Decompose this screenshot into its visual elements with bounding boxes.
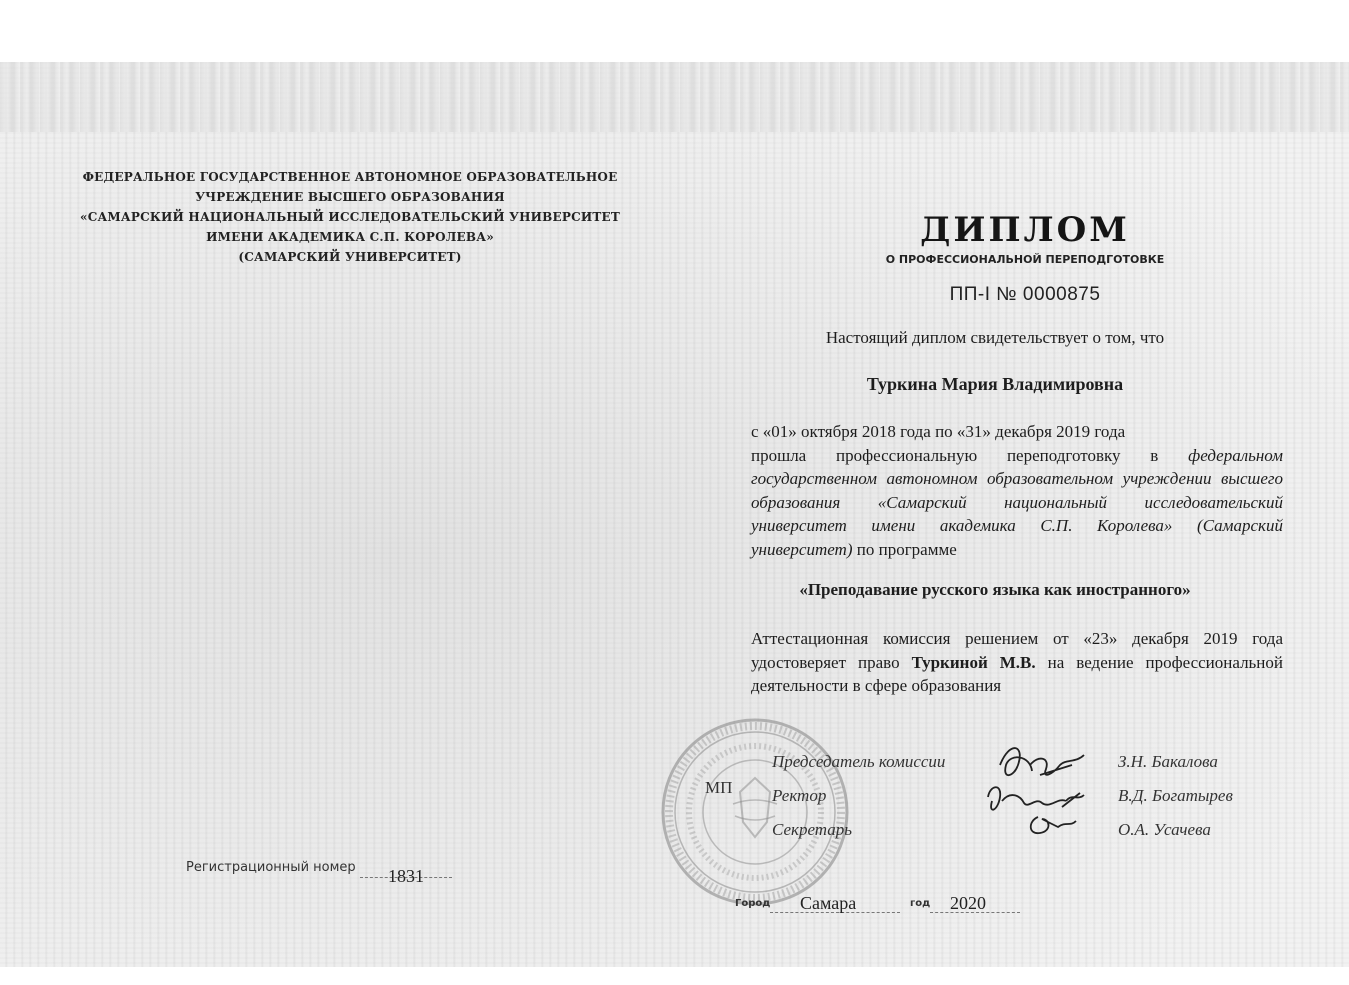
header-line: «САМАРСКИЙ НАЦИОНАЛЬНЫЙ ИССЛЕДОВАТЕЛЬСКИЙ УНИВЕРСИТЕТ (80, 210, 620, 224)
stamp-place-label: МП (705, 778, 733, 797)
name-rector: В.Д. Богатырев (1118, 786, 1233, 805)
program-title: «Преподавание русского языка как иностранного» (799, 580, 1191, 599)
header-line: (САМАРСКИЙ УНИВЕРСИТЕТ) (238, 250, 462, 264)
study-description (751, 420, 1283, 561)
role-secretary: Секретарь (772, 820, 852, 839)
attest-name: Туркиной М.В. (911, 652, 1036, 672)
signatory-names (1118, 745, 1233, 847)
attest-suffix: на ведение профессиональной деятельности в сфере образования (751, 652, 1284, 695)
name-secretary: О.А. Усачева (1118, 820, 1211, 839)
role-rector: Ректор (772, 786, 827, 805)
header-line: ИМЕНИ АКАДЕМИКА С.П. КОРОЛЕВА» (206, 230, 494, 244)
university-header (40, 167, 660, 267)
decorative-band (0, 62, 1349, 132)
diploma-subtitle: О ПРОФЕССИОНАЛЬНОЙ ПЕРЕПОДГОТОВКЕ (885, 253, 1165, 266)
role-chairman: Председатель комиссии (772, 752, 946, 771)
signatory-roles (772, 745, 945, 847)
year-value: 2020 (950, 893, 986, 913)
registration-number: 1831 (388, 866, 424, 886)
name-chairman: З.Н. Бакалова (1118, 752, 1218, 771)
intro-text: Настоящий диплом свидетельствует о том, что (825, 328, 1165, 347)
completed-prefix: прошла профессиональную переподготовку в (751, 445, 1159, 465)
attest-prefix: Аттестационная комиссия решением от «23» декабря 2019 года удостоверяет право (751, 629, 1283, 672)
institution-name: федеральном государственном автономном образовательном учреждении высшего образования «Самарский национальный исследовательский университет имени академика С.П. Королева» (Самарский университет) (751, 445, 1283, 559)
year-label: год (910, 898, 931, 909)
study-details (751, 444, 1283, 562)
completed-suffix: по программе (856, 539, 957, 559)
holder-name: Туркина Мария Владимировна (866, 374, 1124, 394)
city-value: Самара (800, 893, 857, 913)
city-label: Город (735, 898, 771, 909)
header-line: УЧРЕЖДЕНИЕ ВЫСШЕГО ОБРАЗОВАНИЯ (195, 190, 505, 204)
header-line: ФЕДЕРАЛЬНОЕ ГОСУДАРСТВЕННОЕ АВТОНОМНОЕ ОБРАЗОВАТЕЛЬНОЕ (82, 170, 618, 184)
registration-label: Регистрационный номер (186, 860, 356, 875)
attestation-text (751, 627, 1283, 698)
handwritten-signatures-icon (980, 735, 1110, 845)
diploma-title: ДИПЛОМ (920, 210, 1130, 250)
study-period: с «01» октября 2018 года по «31» декабря 2019 года (751, 422, 1126, 441)
diploma-number: ПП-I № 0000875 (949, 284, 1101, 305)
